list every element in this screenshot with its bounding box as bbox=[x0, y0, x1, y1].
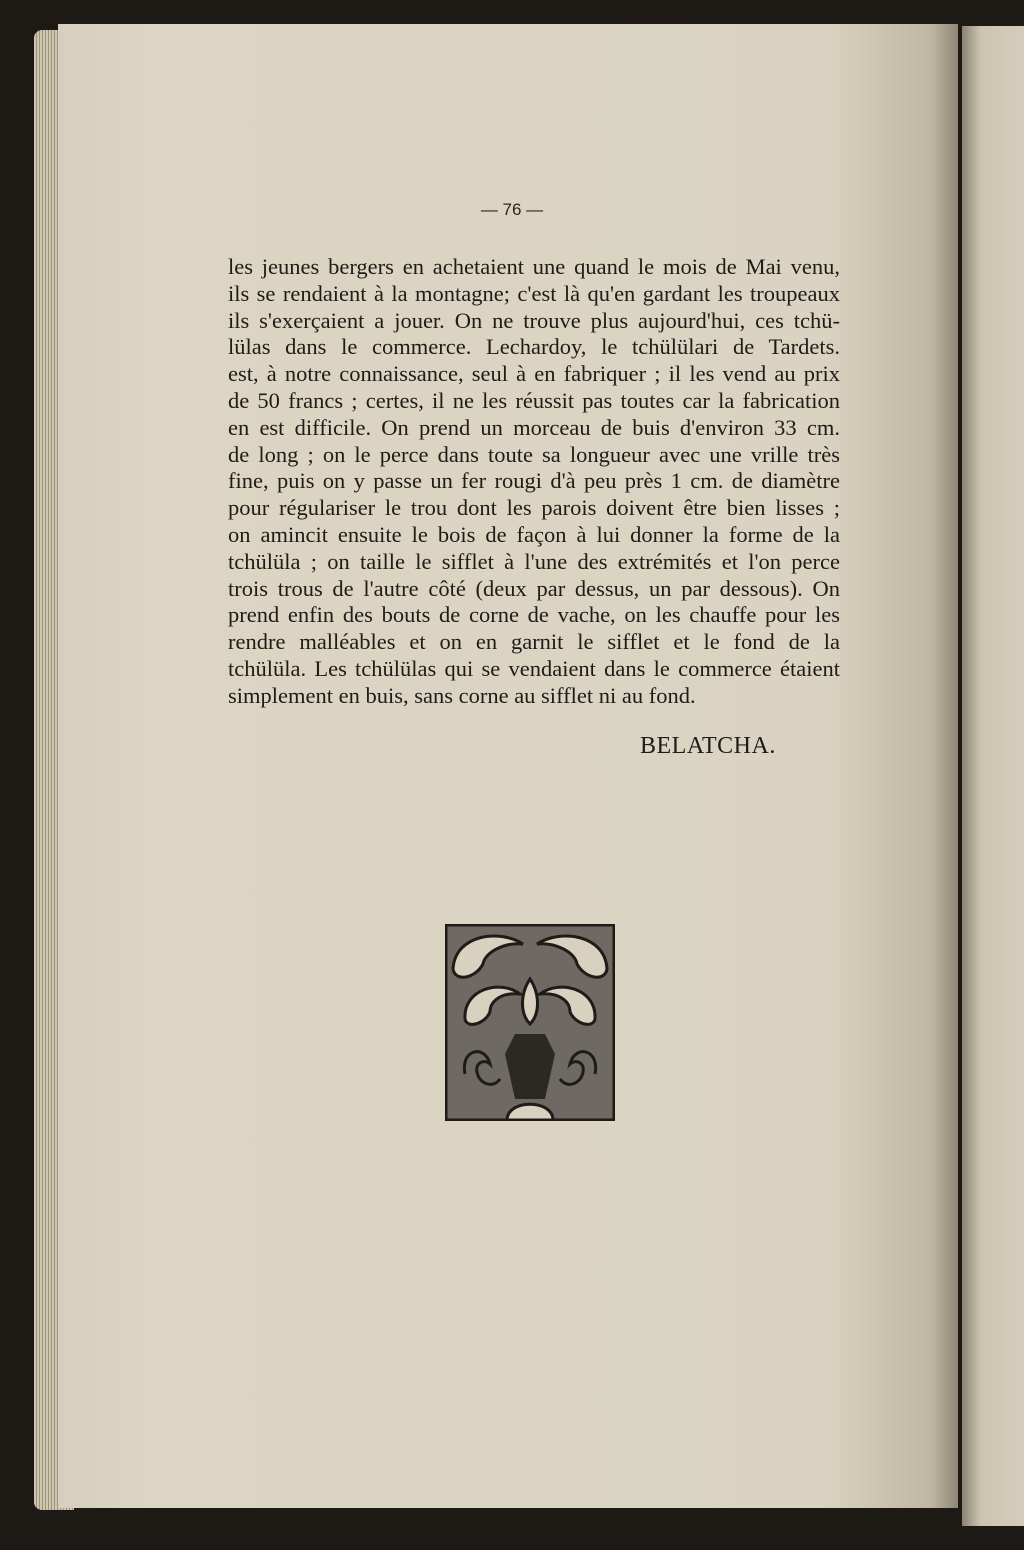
book-page bbox=[58, 24, 958, 1508]
facing-page-edge bbox=[962, 26, 1024, 1526]
text-line: ils se rendaient à la montagne; c'est là qu'en gardant les troupeaux bbox=[228, 280, 840, 306]
text-line: de long ; on le perce dans toute sa longueur avec une vrille très bbox=[228, 441, 840, 467]
text-line: tchülüla ; on taille le sifflet à l'une des extrémités et l'on perce bbox=[228, 548, 840, 574]
text-line: simplement en buis, sans corne au sifflet ni au fond. bbox=[228, 682, 696, 708]
vase-ornament-icon bbox=[445, 924, 615, 1121]
text-line: ils s'exerçaient a jouer. On ne trouve plus aujourd'hui, ces tchü- bbox=[228, 307, 840, 333]
text-line: de 50 francs ; certes, il ne les réussit pas toutes car la fabrication bbox=[228, 387, 840, 413]
text-line: lülas dans le commerce. Lechardoy, le tchülülari de Tardets. bbox=[228, 334, 840, 360]
text-line: fine, puis on y passe un fer rougi d'à peu près 1 cm. de diamètre bbox=[228, 468, 840, 494]
text-line: rendre malléables et on en garnit le sifflet et le fond de la bbox=[228, 629, 840, 655]
text-line: prend enfin des bouts de corne de vache, on les chauffe pour les bbox=[228, 602, 840, 628]
text-line: tchülüla. Les tchülülas qui se vendaient dans le commerce étaient bbox=[228, 655, 840, 681]
author-signature: BELATCHA. bbox=[640, 733, 776, 759]
text-line: est, à notre connaissance, seul à en fabriquer ; il les vend au prix bbox=[228, 361, 840, 387]
body-text bbox=[228, 254, 840, 710]
text-line: on amincit ensuite le bois de façon à lui donner la forme de la bbox=[228, 521, 840, 547]
text-line: en est difficile. On prend un morceau de buis d'environ 33 cm. bbox=[228, 414, 840, 440]
text-line: les jeunes bergers en achetaient une quand le mois de Mai venu, bbox=[228, 254, 840, 279]
text-line: pour régulariser le trou dont les parois doivent être bien lisses ; bbox=[228, 495, 840, 521]
text-line: trois trous de l'autre côté (deux par dessus, un par dessous). On bbox=[228, 575, 840, 601]
page-number: — 76 — bbox=[480, 200, 544, 219]
